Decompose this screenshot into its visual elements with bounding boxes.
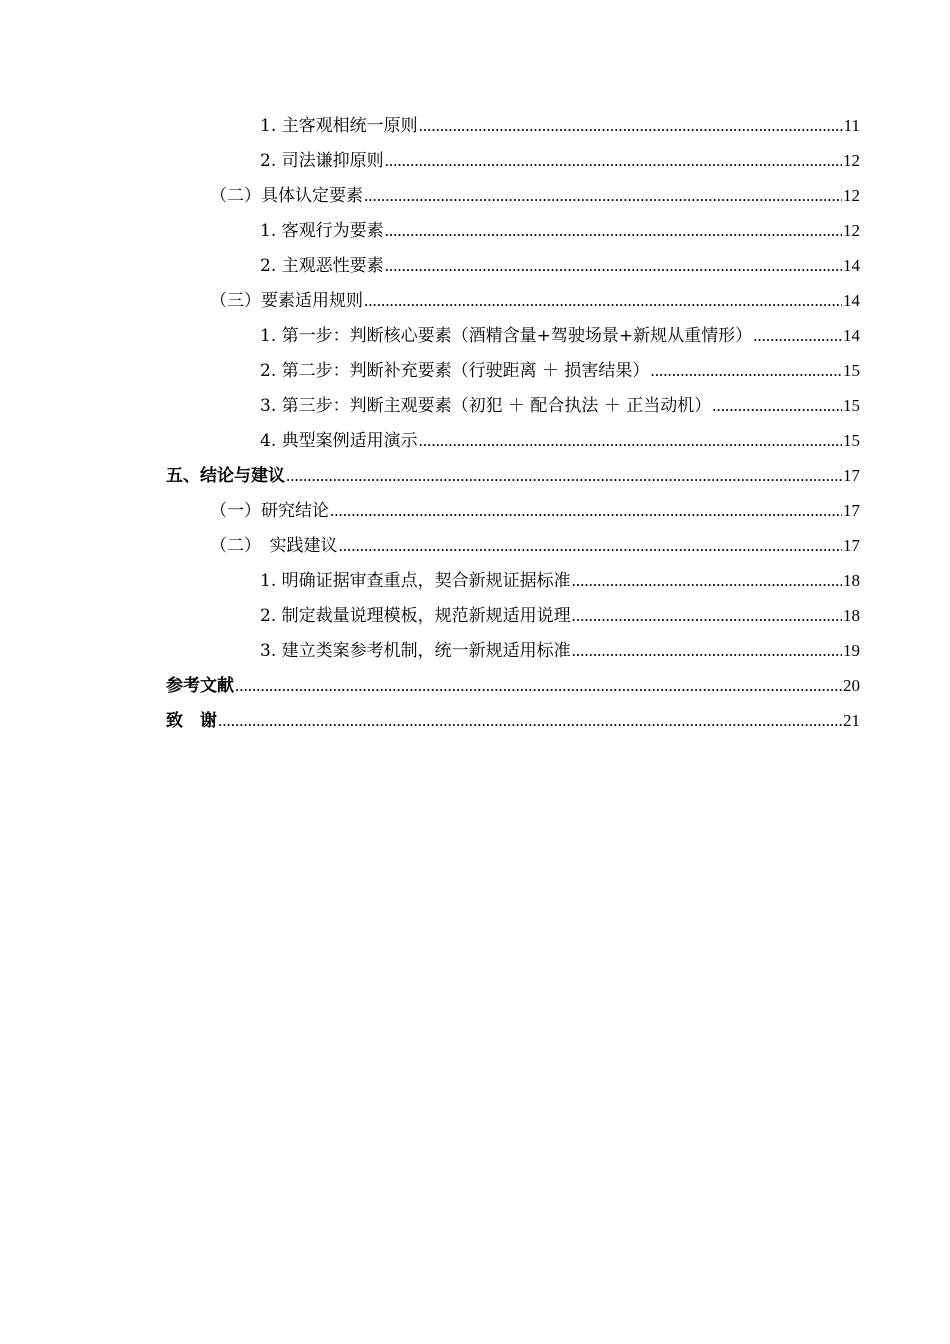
- toc-entry[interactable]: [166, 353, 860, 388]
- toc-entry[interactable]: [166, 668, 860, 703]
- table-of-contents: [166, 108, 860, 738]
- toc-page-number: 21: [843, 711, 860, 730]
- toc-entry[interactable]: [166, 388, 860, 423]
- toc-entry-title: 2. 制定裁量说理模板，规范新规适用说理: [260, 606, 571, 626]
- toc-page-number: 12: [843, 221, 860, 240]
- toc-page-number: 15: [843, 396, 860, 415]
- toc-entry[interactable]: [166, 703, 860, 738]
- toc-dot-leader: [235, 668, 842, 703]
- toc-page-number: 11: [843, 116, 860, 135]
- toc-entry-title: （二）具体认定要素: [210, 186, 363, 206]
- toc-entry-title: 参考文献: [166, 676, 234, 696]
- toc-entry-title: 2. 司法谦抑原则: [260, 151, 384, 171]
- toc-entry[interactable]: [166, 458, 860, 493]
- toc-dot-leader: [385, 143, 842, 178]
- toc-entry[interactable]: [166, 213, 860, 248]
- toc-entry-title: 1. 第一步：判断核心要素（酒精含量+驾驶场景+新规从重情形）: [260, 326, 753, 346]
- toc-page-number: 18: [843, 606, 860, 625]
- toc-dot-leader: [385, 248, 842, 283]
- toc-entry-title: 3. 建立类案参考机制，统一新规适用标准: [260, 641, 571, 661]
- toc-entry[interactable]: [166, 633, 860, 668]
- toc-entry[interactable]: [166, 528, 860, 563]
- toc-entry-title: 1. 主客观相统一原则: [260, 116, 418, 136]
- toc-dot-leader: [218, 703, 842, 738]
- toc-entry-title: 致 谢: [166, 711, 217, 731]
- toc-entry[interactable]: [166, 563, 860, 598]
- toc-entry[interactable]: [166, 493, 860, 528]
- toc-entry-title: 3. 第三步：判断主观要素（初犯 ＋ 配合执法 ＋ 正当动机）: [260, 396, 712, 416]
- toc-entry-title: 1. 客观行为要素: [260, 221, 384, 241]
- toc-dot-leader: [572, 563, 842, 598]
- toc-page-number: 12: [843, 151, 860, 170]
- toc-page-number: 19: [843, 641, 860, 660]
- toc-entry[interactable]: [166, 108, 860, 143]
- toc-page-number: 12: [843, 186, 860, 205]
- toc-entry[interactable]: [166, 598, 860, 633]
- toc-page-number: 14: [843, 256, 860, 275]
- toc-dot-leader: [419, 423, 842, 458]
- toc-entry[interactable]: [166, 248, 860, 283]
- toc-page-number: 14: [843, 291, 860, 310]
- toc-entry-title: （一）研究结论: [210, 501, 329, 521]
- toc-entry[interactable]: [166, 318, 860, 353]
- toc-entry-title: （三）要素适用规则: [210, 291, 363, 311]
- toc-entry-title: 4. 典型案例适用演示: [260, 431, 418, 451]
- toc-entry[interactable]: [166, 283, 860, 318]
- toc-entry-title: 1. 明确证据审查重点，契合新规证据标准: [260, 571, 571, 591]
- toc-dot-leader: [385, 213, 842, 248]
- toc-page-number: 17: [843, 536, 860, 555]
- toc-dot-leader: [364, 178, 842, 213]
- toc-dot-leader: [572, 633, 842, 668]
- toc-dot-leader: [330, 493, 842, 528]
- toc-dot-leader: [712, 388, 842, 423]
- toc-page-number: 15: [843, 361, 860, 380]
- toc-entry-title: 2. 主观恶性要素: [260, 256, 384, 276]
- toc-dot-leader: [364, 283, 842, 318]
- toc-entry-title: （二） 实践建议: [210, 536, 338, 556]
- toc-page-number: 17: [843, 466, 860, 485]
- toc-entry[interactable]: [166, 143, 860, 178]
- toc-dot-leader: [650, 353, 842, 388]
- toc-page-number: 18: [843, 571, 860, 590]
- toc-page-number: 15: [843, 431, 860, 450]
- toc-entry-title: 五、结论与建议: [166, 466, 285, 486]
- toc-dot-leader: [572, 598, 842, 633]
- toc-dot-leader: [286, 458, 842, 493]
- toc-dot-leader: [753, 318, 842, 353]
- toc-entry[interactable]: [166, 178, 860, 213]
- toc-dot-leader: [339, 528, 843, 563]
- toc-page-number: 17: [843, 501, 860, 520]
- toc-dot-leader: [419, 108, 843, 143]
- toc-entry-title: 2. 第二步：判断补充要素（行驶距离 ＋ 损害结果）: [260, 361, 650, 381]
- toc-entry[interactable]: [166, 423, 860, 458]
- toc-page-number: 14: [843, 326, 860, 345]
- toc-page-number: 20: [843, 676, 860, 695]
